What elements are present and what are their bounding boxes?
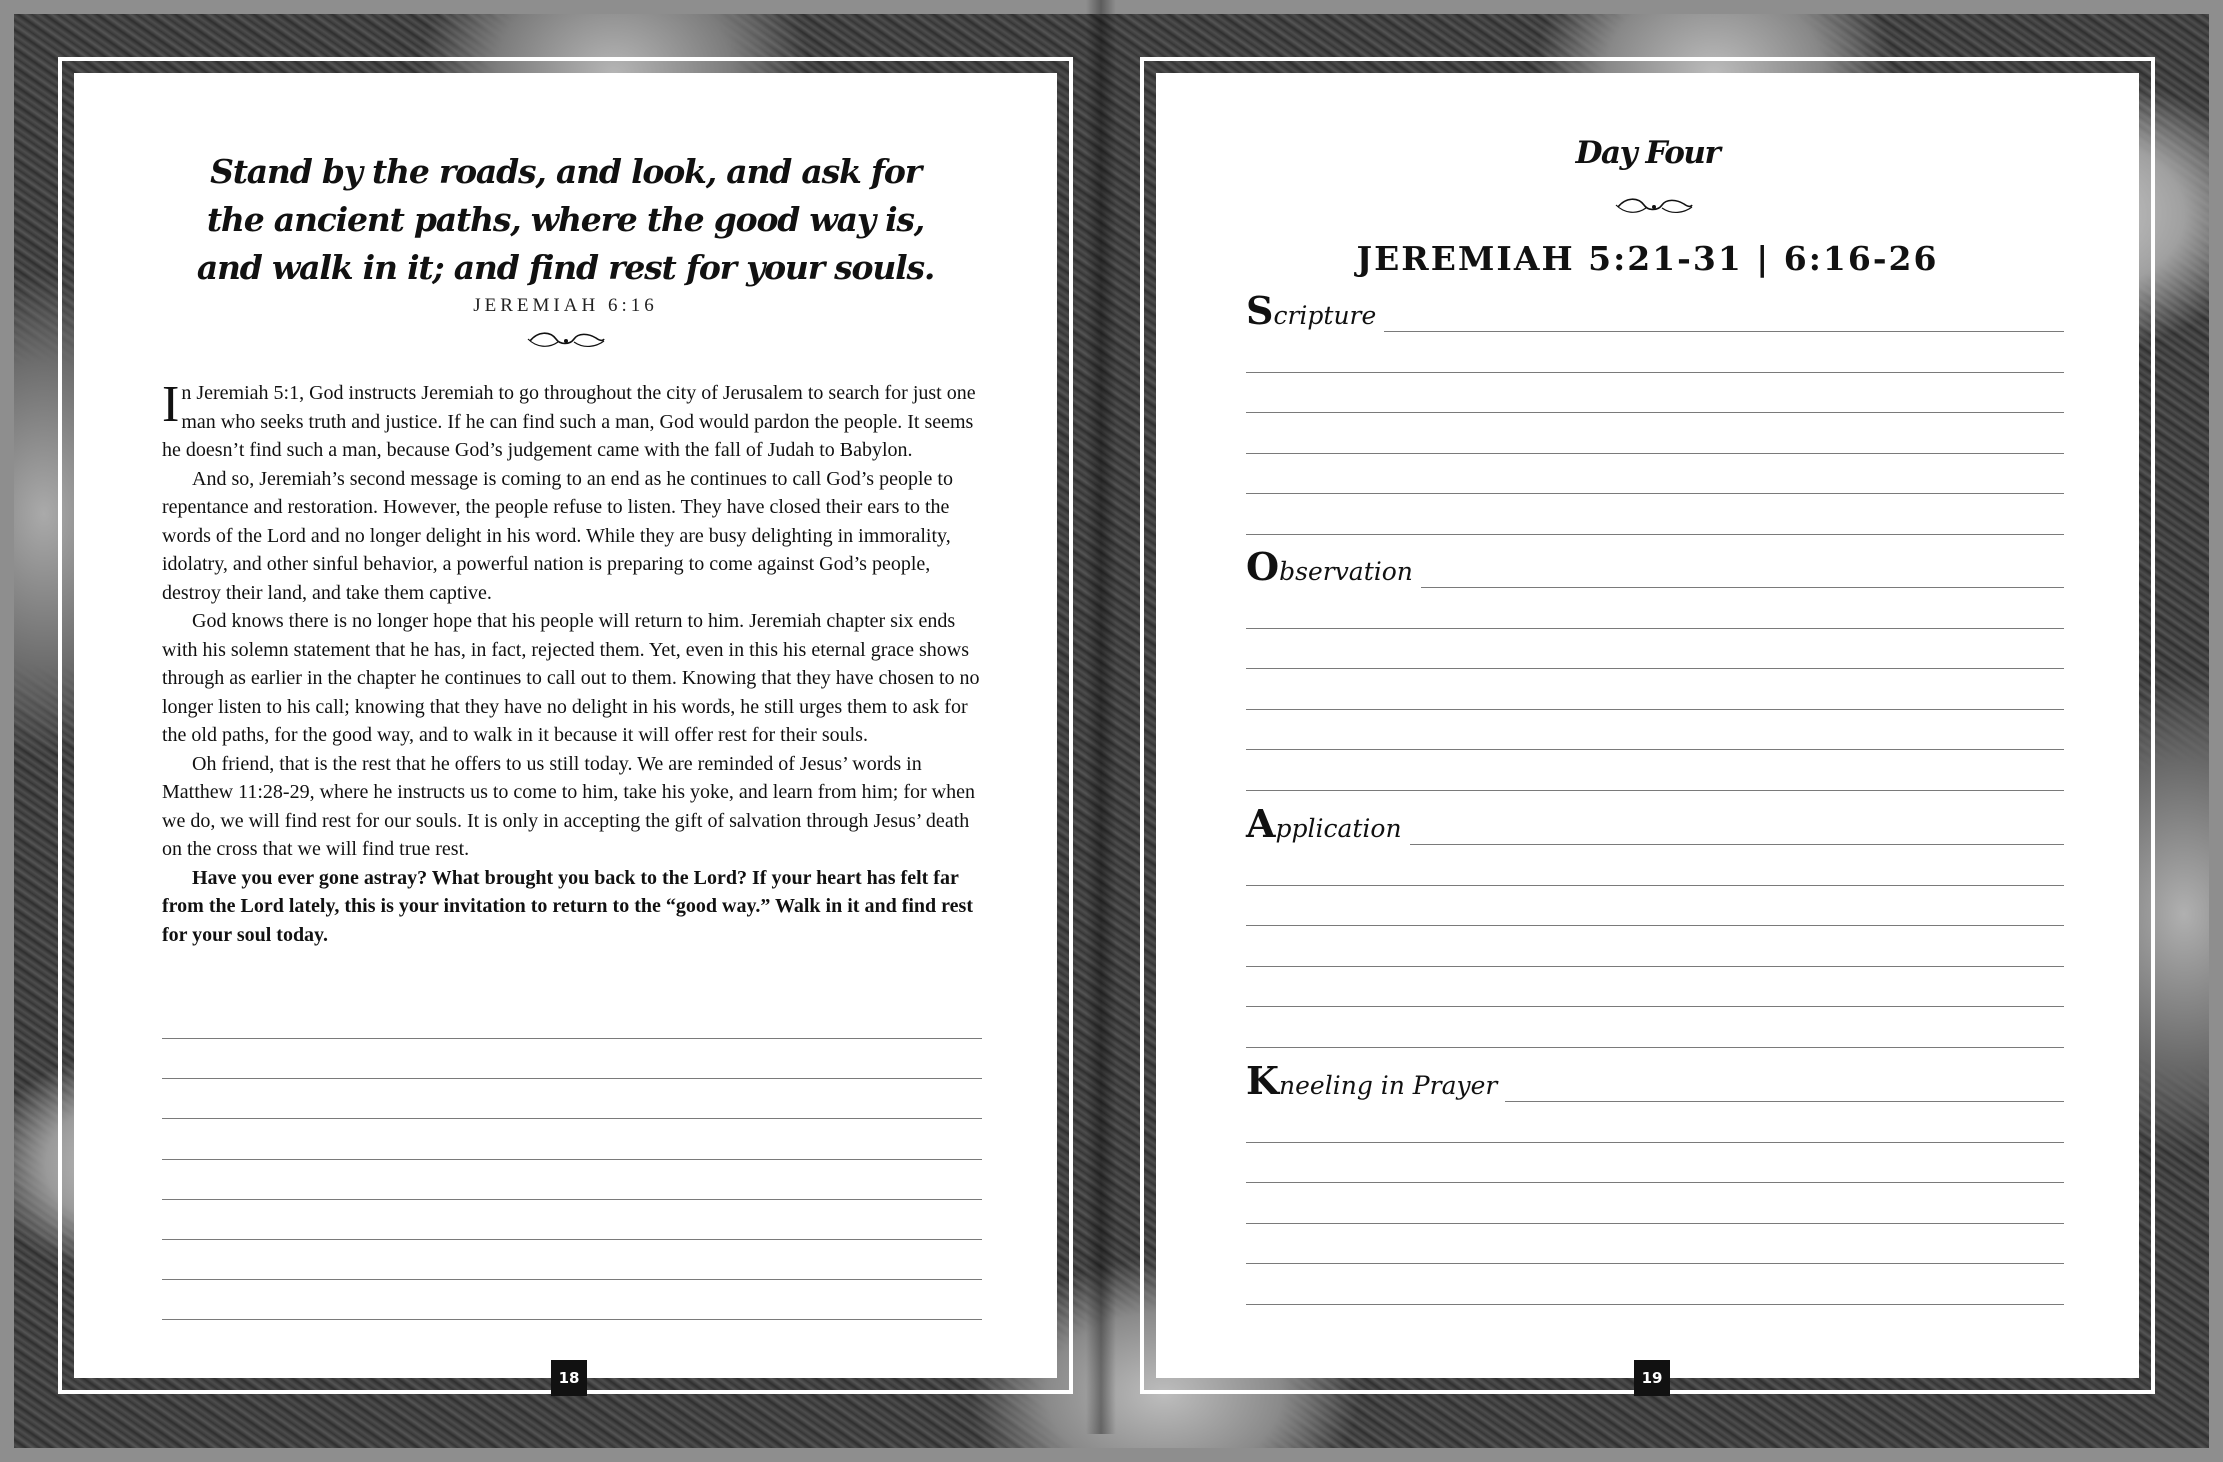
quote-line-1: Stand by the roads, and look, and ask for bbox=[210, 152, 921, 191]
devotional-body bbox=[162, 376, 982, 949]
journal-line[interactable] bbox=[1246, 1047, 2064, 1048]
journal-line[interactable] bbox=[162, 1118, 982, 1119]
journal-line[interactable] bbox=[1246, 1263, 2064, 1264]
passage-reference: JEREMIAH 5:21-31 | 6:16-26 bbox=[1356, 239, 1939, 278]
journal-line[interactable] bbox=[1246, 1142, 2064, 1143]
reflection-question: Have you ever gone astray? What brought you back to the Lord? If your heart has felt far from the Lord lately, this is your invitation to return to the “good way.” Walk in it and find rest for your soul today. bbox=[162, 866, 973, 946]
quote-line-2: the ancient paths, where the good way is, bbox=[206, 200, 925, 239]
journal-line[interactable] bbox=[1246, 709, 2064, 710]
left-page bbox=[74, 73, 1057, 1378]
journal-line[interactable] bbox=[1246, 1006, 2064, 1007]
page-number-right: 19 bbox=[1634, 1360, 1670, 1396]
journal-line[interactable] bbox=[1246, 790, 2064, 791]
journal-line[interactable] bbox=[1246, 668, 2064, 669]
flourish-ornament-icon bbox=[526, 329, 606, 351]
journal-line[interactable] bbox=[1246, 925, 2064, 926]
journal-line[interactable] bbox=[1246, 749, 2064, 750]
spread-gutter bbox=[1086, 0, 1116, 1434]
paragraph-3: God knows there is no longer hope that his people will return to him. Jeremiah chapter six ends with his solemn statement that he has, in fact, rejected them. Yet, even in this his eternal grace shows through as earlier in the chapter he continues to call out to them. Knowing that they have chosen to no longer listen to his call; knowing that they have no delight in his words, he still urges them to ask for the old paths, for the good way, and to walk in it because it will offer rest for their souls. bbox=[162, 610, 980, 746]
section-label-2: Application bbox=[1246, 801, 1410, 846]
journal-line[interactable] bbox=[1246, 412, 2064, 413]
section-label-3: Kneeling in Prayer bbox=[1246, 1058, 1505, 1103]
quote-line-3: and walk in it; and find rest for your souls. bbox=[196, 248, 935, 287]
journal-line[interactable] bbox=[1246, 534, 2064, 535]
drop-cap: I bbox=[162, 376, 180, 433]
journal-line[interactable] bbox=[162, 1078, 982, 1079]
journal-line[interactable] bbox=[1246, 1223, 2064, 1224]
section-label-0: Scripture bbox=[1246, 288, 1384, 333]
paragraph-1: In Jeremiah 5:1, God instructs Jeremiah to go throughout the city of Jerusalem to search for just one man who seeks truth and justice. If he can find such a man, God would pardon the people. It seems he doesn’t find such a man, because God’s judgement came with the fall of Judah to Babylon. bbox=[162, 376, 976, 461]
journal-line[interactable] bbox=[1246, 966, 2064, 967]
journal-line[interactable] bbox=[1246, 1182, 2064, 1183]
journal-line[interactable] bbox=[1246, 628, 2064, 629]
journal-line[interactable] bbox=[1246, 885, 2064, 886]
flourish-ornament-icon bbox=[1614, 195, 1694, 217]
right-page bbox=[1156, 73, 2139, 1378]
journal-line[interactable] bbox=[1246, 453, 2064, 454]
page-number-left: 18 bbox=[551, 1360, 587, 1396]
paragraph-4: Oh friend, that is the rest that he offers to us still today. We are reminded of Jesus’ words in Matthew 11:28-29, where he instructs us to come to him, take his yoke, and learn from him; for when we do, we will find rest for our souls. It is only in accepting the gift of salvation through Jesus’ death on the cross that we will find true rest. bbox=[162, 752, 975, 860]
journal-line[interactable] bbox=[162, 1239, 982, 1240]
day-title: Day Four bbox=[1575, 135, 1720, 171]
journal-line[interactable] bbox=[1246, 372, 2064, 373]
journal-line[interactable] bbox=[162, 1038, 982, 1039]
quote-reference: JEREMIAH 6:16 bbox=[473, 295, 658, 316]
journal-line[interactable] bbox=[1246, 493, 2064, 494]
journal-line[interactable] bbox=[162, 1199, 982, 1200]
journal-line[interactable] bbox=[162, 1159, 982, 1160]
journal-line[interactable] bbox=[162, 1319, 982, 1320]
section-label-1: Observation bbox=[1246, 544, 1421, 589]
journal-line[interactable] bbox=[1246, 1304, 2064, 1305]
scripture-quote bbox=[74, 148, 1057, 292]
journal-line[interactable] bbox=[162, 1279, 982, 1280]
paragraph-2: And so, Jeremiah’s second message is coming to an end as he continues to call God’s people to repentance and restoration. However, the people refuse to listen. They have closed their ears to the words of the Lord and no longer delight in his word. While they are busy delighting in immorality, idolatry, and other sinful behavior, a powerful nation is preparing to come against God’s people, destroy their land, and take them captive. bbox=[162, 467, 953, 604]
